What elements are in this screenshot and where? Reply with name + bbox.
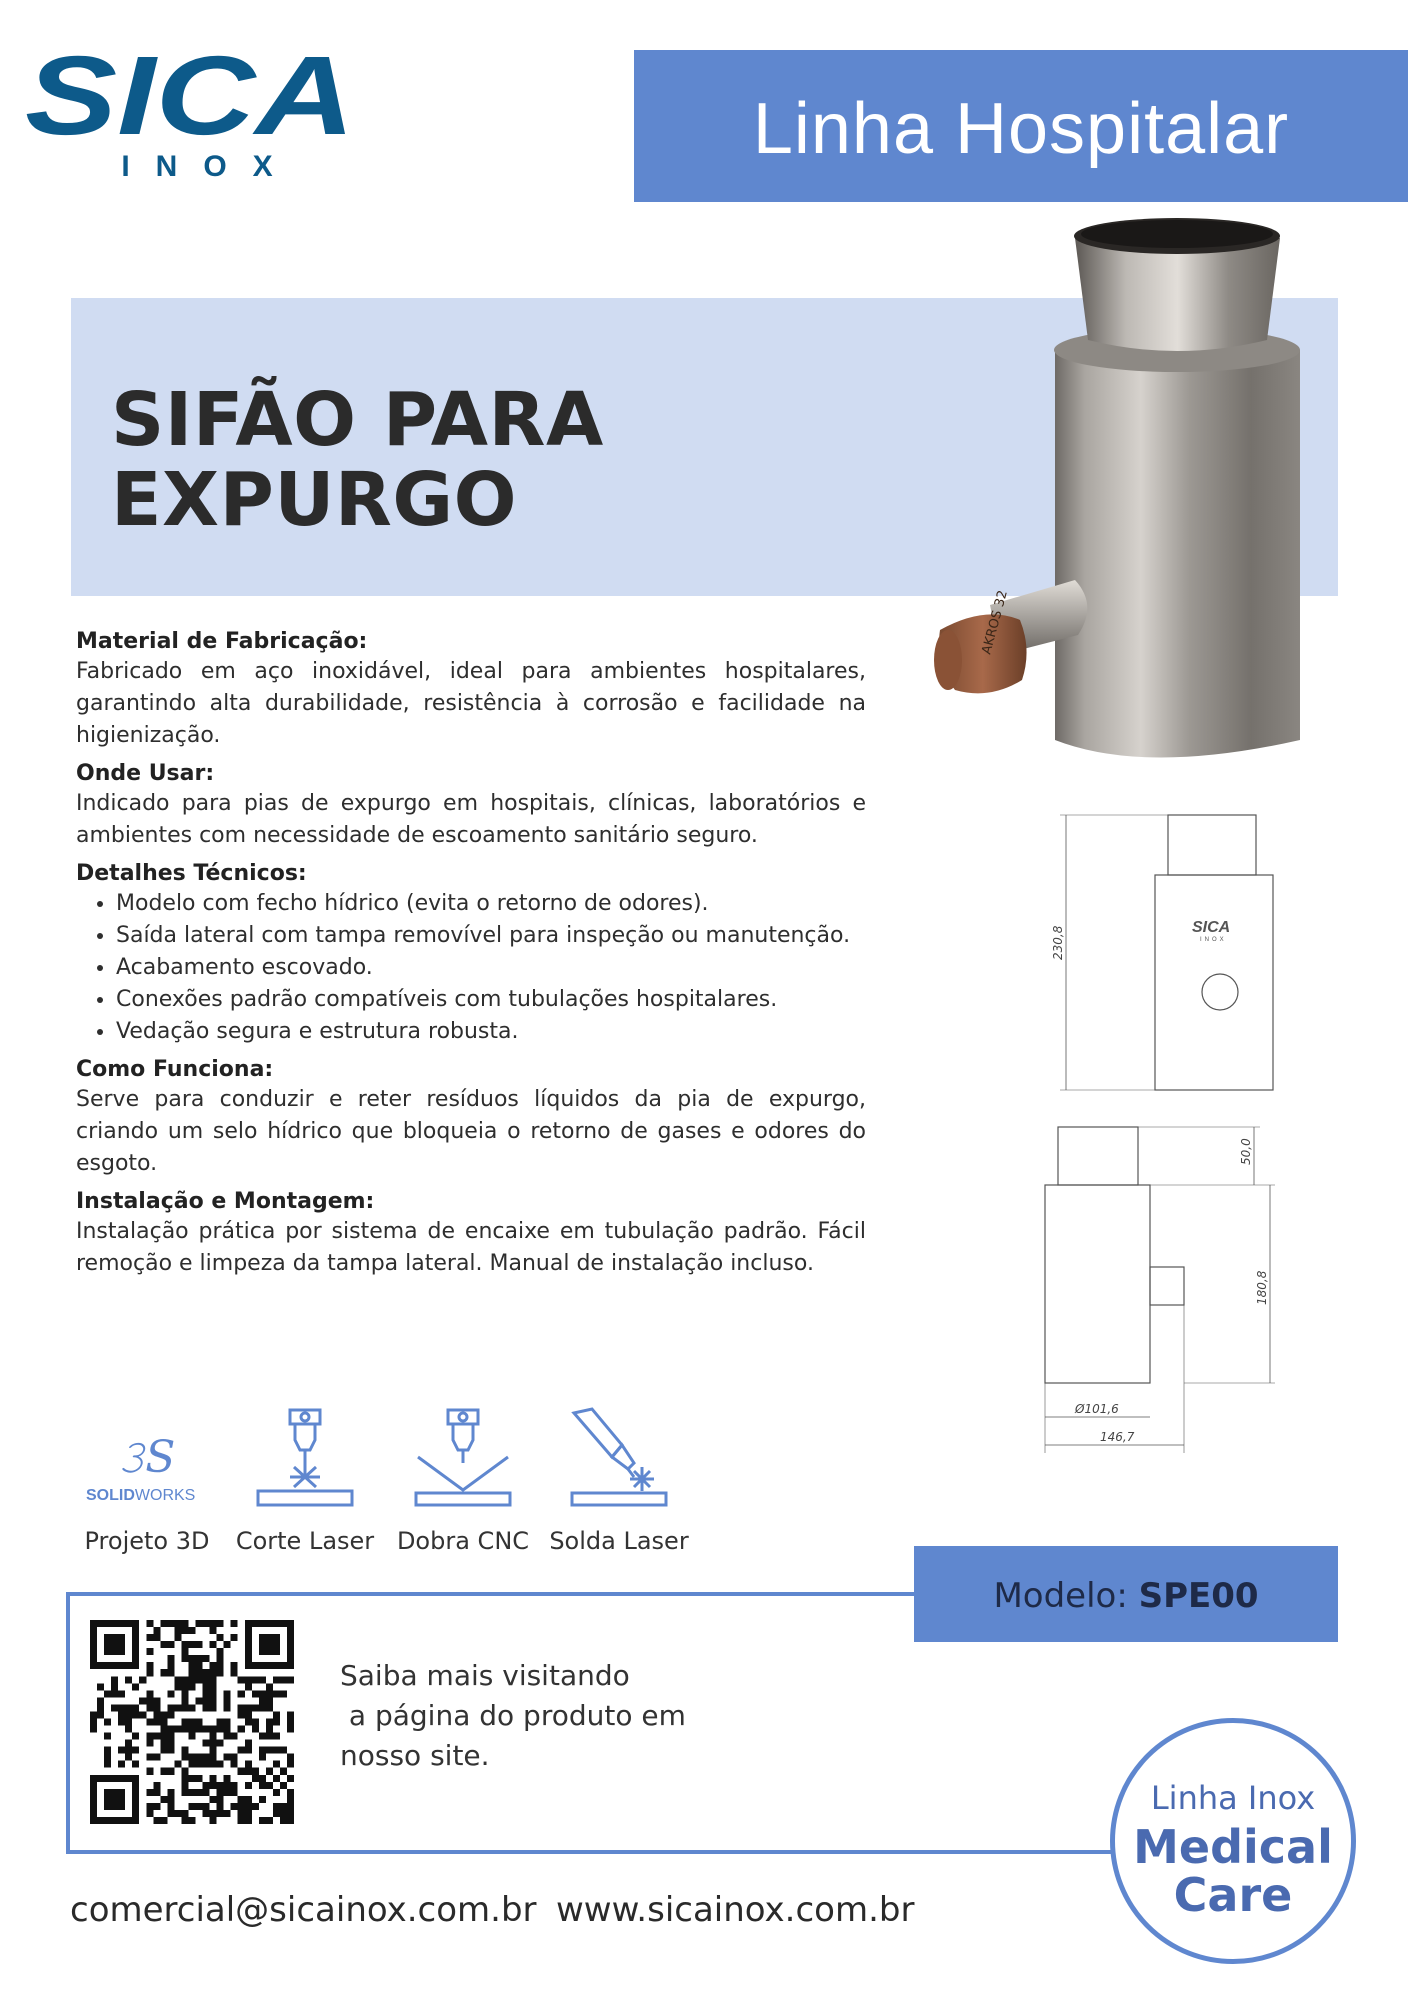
solidworks-brand-light: WORKS xyxy=(134,1487,196,1504)
product-title-line1: SIFÃO PARA xyxy=(111,377,604,463)
drawing-logo: SICA xyxy=(1192,919,1231,936)
svg-text:SOLIDWORKS xyxy=(86,1487,195,1504)
material-heading: Material de Fabricação: xyxy=(76,629,368,654)
capability-solidworks xyxy=(72,1405,222,1555)
material-text: Fabricado em aço inoxidável, ideal para ambientes hospitalares, garantindo alta durabilidade, resistência à corrosão e facilidade na higienização. xyxy=(76,659,866,748)
solidworks-brand-bold: SOLID xyxy=(86,1487,135,1504)
badge-line2: Medical xyxy=(1133,1820,1333,1874)
instalacao-text: Instalação prática por sistema de encaixe em tubulação padrão. Fácil remoção e limpeza da tampa lateral. Manual de instalação incluso. xyxy=(76,1219,866,1276)
contact-email[interactable]: comercial@sicainox.com.br xyxy=(70,1890,537,1930)
frame-bottom-line xyxy=(66,1850,1126,1854)
list-item: • Modelo com fecho hídrico (evita o retorno de odores). xyxy=(116,888,866,920)
capability-laser-weld xyxy=(544,1405,694,1555)
logo-sub: INOX xyxy=(121,150,299,183)
qr-caption-line2: a página do produto em xyxy=(340,1699,686,1732)
header-banner xyxy=(634,50,1408,202)
qr-caption xyxy=(340,1656,686,1776)
banner-title: Linha Hospitalar xyxy=(752,89,1290,169)
model-code: SPE00 xyxy=(1138,1576,1259,1616)
cap-marking: AKROS 32 xyxy=(979,588,1011,657)
dim-width: 146,7 xyxy=(1100,1430,1135,1444)
cnc-bend-icon xyxy=(388,1405,538,1515)
list-item: • Saída lateral com tampa removível para inspeção ou manutenção. xyxy=(116,920,866,952)
qr-caption-line3: nosso site. xyxy=(340,1739,490,1772)
qr-code[interactable] xyxy=(90,1620,294,1824)
product-title xyxy=(111,377,604,543)
product-title-line2: EXPURGO xyxy=(111,457,518,543)
logo-brand: SICA xyxy=(25,52,355,158)
qr-caption-line1: Saiba mais visitando xyxy=(340,1659,630,1692)
product-photo xyxy=(930,210,1310,780)
detalhes-list xyxy=(76,888,866,1048)
drawing-logo-sub: INOX xyxy=(1200,937,1227,943)
technical-drawing-side xyxy=(1030,1125,1300,1455)
list-item: • Conexões padrão compatíveis com tubulações hospitalares. xyxy=(116,984,866,1016)
capability-laser-cut xyxy=(230,1405,380,1555)
capability-cnc-bend xyxy=(388,1405,538,1555)
capability-label: Corte Laser xyxy=(235,1527,375,1555)
dim-total-height: 230,8 xyxy=(1051,925,1065,960)
detalhes-heading: Detalhes Técnicos: xyxy=(76,861,307,886)
onde-text: Indicado para pias de expurgo em hospitais, clínicas, laboratórios e ambientes com necessidade de escoamento sanitário seguro. xyxy=(76,791,866,848)
laser-cut-icon xyxy=(230,1405,380,1515)
frame-left-line xyxy=(66,1592,70,1854)
badge-line1: Linha Inox xyxy=(1150,1779,1316,1817)
onde-heading: Onde Usar: xyxy=(76,761,215,786)
capability-label: Projeto 3D xyxy=(84,1527,210,1555)
solidworks-icon xyxy=(72,1405,222,1515)
model-prefix: Modelo: xyxy=(993,1576,1128,1616)
medical-care-badge xyxy=(1110,1718,1356,1964)
frame-top-line xyxy=(66,1592,916,1596)
website-link[interactable]: www.sicainox.com.br xyxy=(556,1890,915,1930)
list-item: • Acabamento escovado. xyxy=(116,952,866,984)
model-box xyxy=(914,1546,1338,1642)
badge-title xyxy=(1115,1820,1351,1922)
badge-line3: Care xyxy=(1173,1868,1293,1922)
instalacao-heading: Instalação e Montagem: xyxy=(76,1189,375,1214)
sica-logo xyxy=(20,52,360,192)
list-item: • Vedação segura e estrutura robusta. xyxy=(116,1016,866,1048)
description xyxy=(76,628,866,1288)
technical-drawing-front xyxy=(1050,810,1290,1100)
funciona-text: Serve para conduzir e reter resíduos líquidos da pia de expurgo, criando um selo hídrico que bloqueia o retorno de gases e odores do esgoto. xyxy=(76,1087,866,1176)
dim-top-height: 50,0 xyxy=(1239,1138,1253,1165)
model-label xyxy=(914,1576,1338,1616)
laser-weld-icon xyxy=(544,1405,694,1515)
dim-body-height: 180,8 xyxy=(1255,1270,1269,1305)
capability-label: Solda Laser xyxy=(549,1527,689,1555)
svg-text:𝟹S: 𝟹S xyxy=(117,1432,176,1483)
dim-diameter: Ø101,6 xyxy=(1075,1402,1119,1416)
funciona-heading: Como Funciona: xyxy=(76,1057,274,1082)
capability-label: Dobra CNC xyxy=(396,1527,530,1555)
